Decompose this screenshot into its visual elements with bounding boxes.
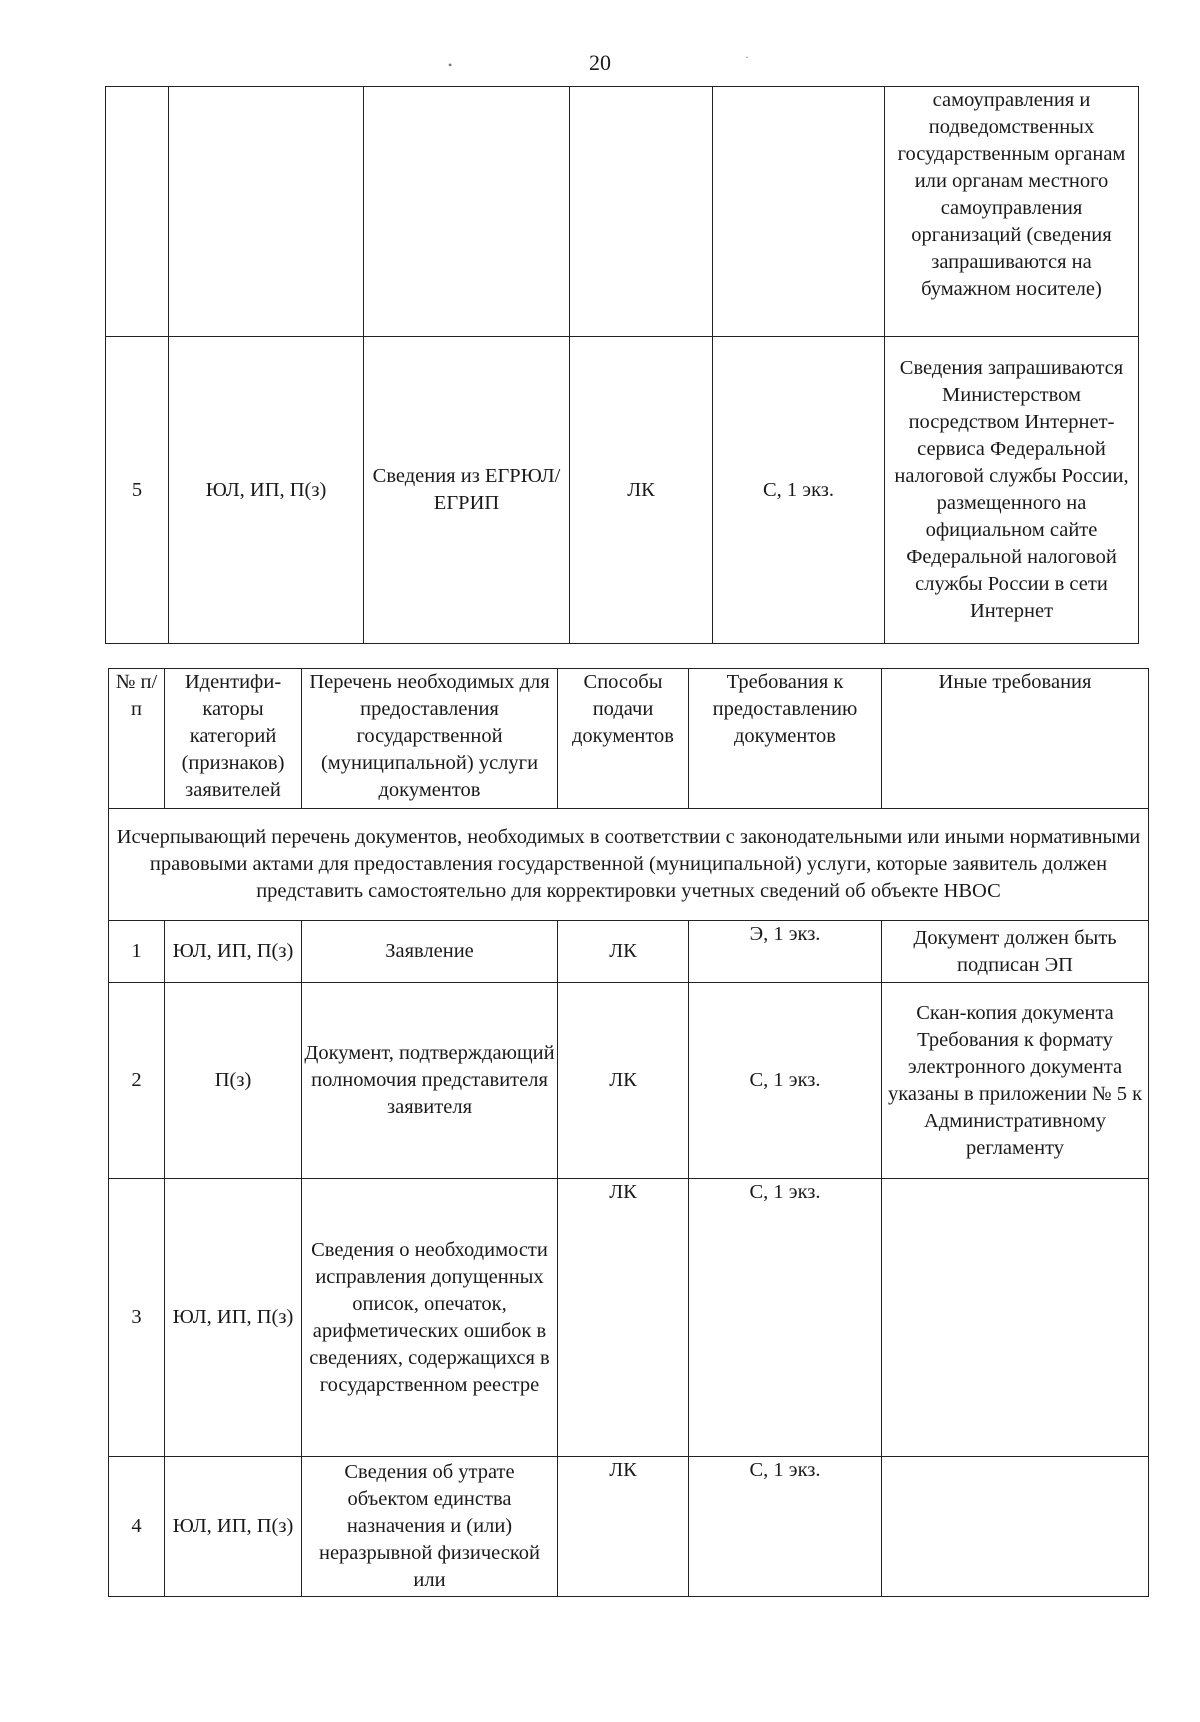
cell-method: ЛК [558,921,689,983]
table-row [106,87,1139,337]
cell-document: Документ, подтверждающий полномочия представителя заявителя [302,983,558,1179]
cell-num: 4 [109,1457,165,1597]
cell-requirements: С, 1 экз. [689,983,882,1179]
documents-table-continued [105,86,1139,644]
cell-other: Сведения запрашиваются Министерством посредством Интернет-сервиса Федеральной налоговой службы России, размещенного на официальном сайте Федеральной налоговой службы России в сети Интернет [885,337,1139,644]
cell-document: Сведения об утрате объектом единства назначения и (или) неразрывной физической или [302,1457,558,1597]
section-title-row [109,809,1149,921]
cell-num [106,87,169,337]
cell-method: ЛК [558,1179,689,1457]
header-other: Иные требования [882,669,1149,809]
scan-speck: · [745,50,749,64]
table-row [109,1179,1149,1457]
cell-requirements: С, 1 экз. [713,337,885,644]
table-row [109,983,1149,1179]
table-row [109,921,1149,983]
cell-num: 3 [109,1179,165,1457]
header-category: Идентифи-каторы категорий (признаков) заявителей [165,669,302,809]
cell-other [882,1457,1149,1597]
cell-document: Заявление [302,921,558,983]
cell-method [570,87,713,337]
cell-requirements: Э, 1 экз. [689,921,882,983]
cell-other: самоуправления и подведомственных государственным органам или органам местного самоуправления организаций (сведения запрашиваются на бумажном носителе) [885,87,1139,337]
documents-table [108,668,1149,1597]
header-num: № п/п [109,669,165,809]
cell-requirements: С, 1 экз. [689,1457,882,1597]
cell-method: ЛК [558,1457,689,1597]
cell-num: 1 [109,921,165,983]
cell-method: ЛК [570,337,713,644]
cell-other [882,1179,1149,1457]
cell-requirements: С, 1 экз. [689,1179,882,1457]
cell-document [364,87,570,337]
section-title: Исчерпывающий перечень документов, необходимых в соответствии с законодательными или иными нормативными правовыми актами для предоставления государственной (муниципальной) услуги, которые заявитель должен представить самостоятельно для корректировки учетных сведений об объекте НВОС [109,809,1149,921]
table-row [109,1457,1149,1597]
cell-category: ЮЛ, ИП, П(з) [165,921,302,983]
scan-speck: • [448,58,453,72]
cell-other: Скан-копия документа Требования к формату электронного документа указаны в приложении № 5 к Административному регламенту [882,983,1149,1179]
cell-category: П(з) [165,983,302,1179]
cell-category: ЮЛ, ИП, П(з) [165,1179,302,1457]
cell-method: ЛК [558,983,689,1179]
cell-num: 5 [106,337,169,644]
header-method: Способы подачи документов [558,669,689,809]
cell-requirements [713,87,885,337]
cell-document: Сведения о необходимости исправления допущенных описок, опечаток, арифметических ошибок в сведениях, содержащихся в государственном реестре [302,1179,558,1457]
page-number: 20 [589,50,611,75]
cell-category: ЮЛ, ИП, П(з) [169,337,364,644]
cell-num: 2 [109,983,165,1179]
cell-document: Сведения из ЕГРЮЛ/ЕГРИП [364,337,570,644]
header-requirements: Требования к предоставлению документов [689,669,882,809]
cell-category: ЮЛ, ИП, П(з) [165,1457,302,1597]
header-document: Перечень необходимых для предоставления государственной (муниципальной) услуги документов [302,669,558,809]
table-row [106,337,1139,644]
cell-other: Документ должен быть подписан ЭП [882,921,1149,983]
cell-category [169,87,364,337]
table-header-row [109,669,1149,809]
